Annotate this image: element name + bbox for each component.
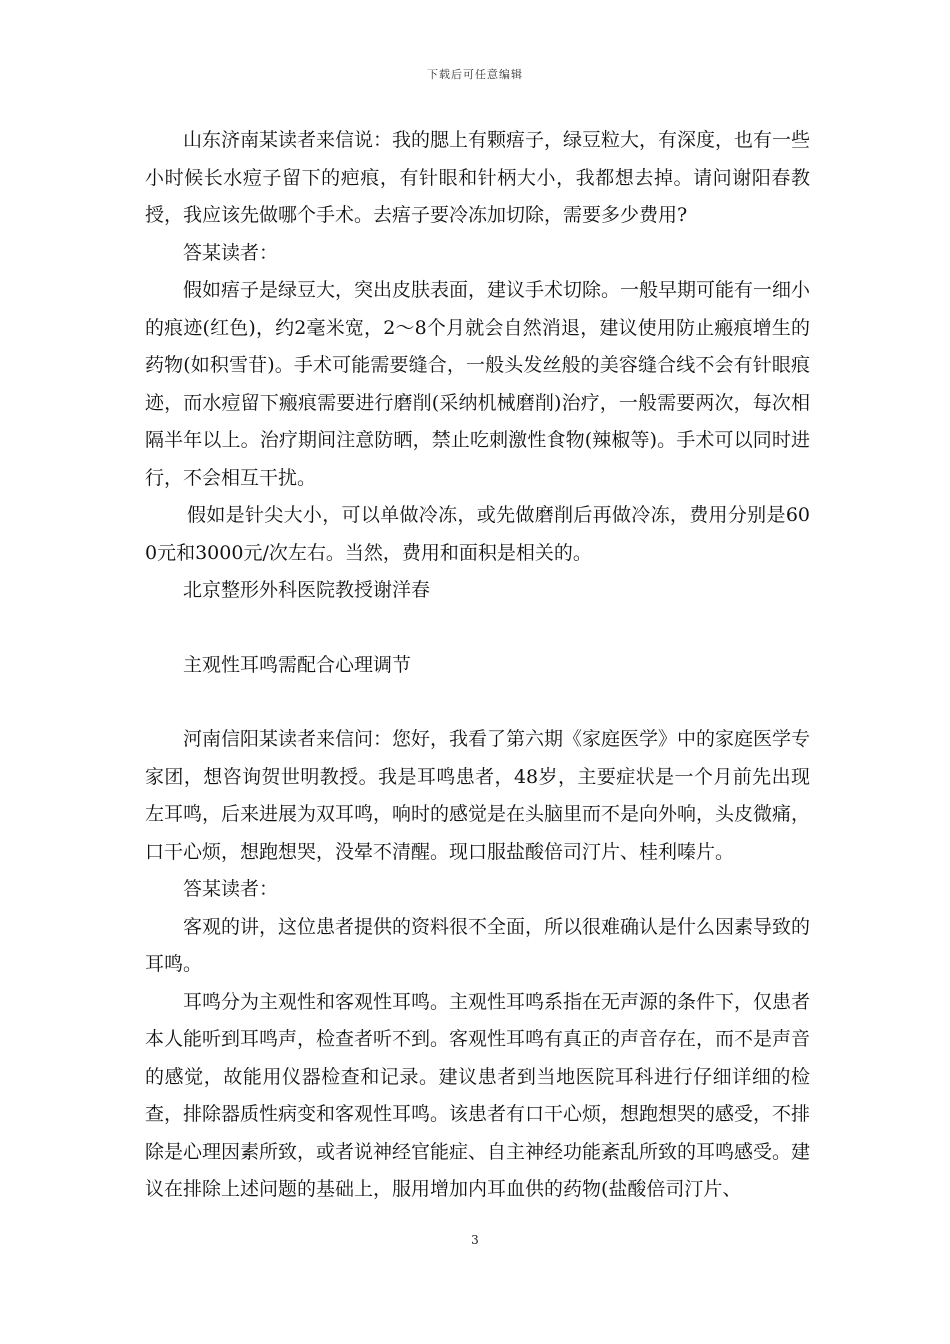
document-body	[145, 122, 810, 1209]
page-header: 下载后可任意编辑	[427, 68, 523, 81]
letter1-question: 山东济南某读者来信说：我的腮上有颗痦子，绿豆粒大，有深度，也有一些小时候长水痘子留下的疤痕，有针眼和针柄大小，我都想去掉。请问谢阳春教授，我应该先做哪个手术。去痦子要冷冻加切除，需要多少费用?	[145, 129, 811, 226]
letter1-answer-paragraph-1: 假如痦子是绿豆大，突出皮肤表面，建议手术切除。一般早期可能有一细小的痕迹(红色)，约2毫米宽，2～8个月就会自然消退，建议使用防止瘢痕增生的药物(如积雪苷)。手术可能需要缝合，一般头发丝般的美容缝合线不会有针眼痕迹，而水痘留下瘢痕需要进行磨削(采纳机械磨削)治疗，一般需要两次，每次相隔半年以上。治疗期间注意防晒，禁止吃刺激性食物(辣椒等)。手术可以同时进行，不会相互干扰。	[145, 279, 811, 489]
letter2-reply-label: 答某读者：	[183, 878, 279, 900]
letter1-reply-label: 答某读者：	[183, 241, 279, 264]
letter1-signature: 北京整形外科医院教授谢洋春	[183, 579, 431, 601]
section-title: 主观性耳鸣需配合心理调节	[183, 653, 412, 676]
page-number: 3	[471, 1233, 479, 1247]
letter2-question: 河南信阳某读者来信问：您好，我看了第六期《家庭医学》中的家庭医学专家团，想咨询贺世明教授。我是耳鸣患者，48岁，主要症状是一个月前先出现左耳鸣，后来进展为双耳鸣，响时的感觉是在头脑里而不是向外响，头皮微痛，口干心烦，想跑想哭，没晕不清醒。现口服盐酸倍司汀片、桂利嗪片。	[145, 728, 811, 863]
letter1-answer-paragraph-2: 假如是针尖大小，可以单做冷冻，或先做磨削后再做冷冻，费用分别是600元和3000元/次左右。当然，费用和面积是相关的。	[145, 504, 810, 564]
letter2-answer-paragraph-1: 客观的讲，这位患者提供的资料很不全面，所以很难确认是什么因素导致的耳鸣。	[145, 915, 811, 975]
letter2-answer-paragraph-2: 耳鸣分为主观性和客观性耳鸣。主观性耳鸣系指在无声源的条件下，仅患者本人能听到耳鸣声，检查者听不到。客观性耳鸣有真正的声音存在，而不是声音的感觉，故能用仪器检查和记录。建议患者到当地医院耳科进行仔细详细的检查，排除器质性病变和客观性耳鸣。该患者有口干心烦，想跑想哭的感受，不排除是心理因素所致，或者说神经官能症、自主神经功能紊乱所致的耳鸣感受。建议在排除上述问题的基础上，服用增加内耳血供的药物(盐酸倍司汀片、	[145, 990, 811, 1200]
